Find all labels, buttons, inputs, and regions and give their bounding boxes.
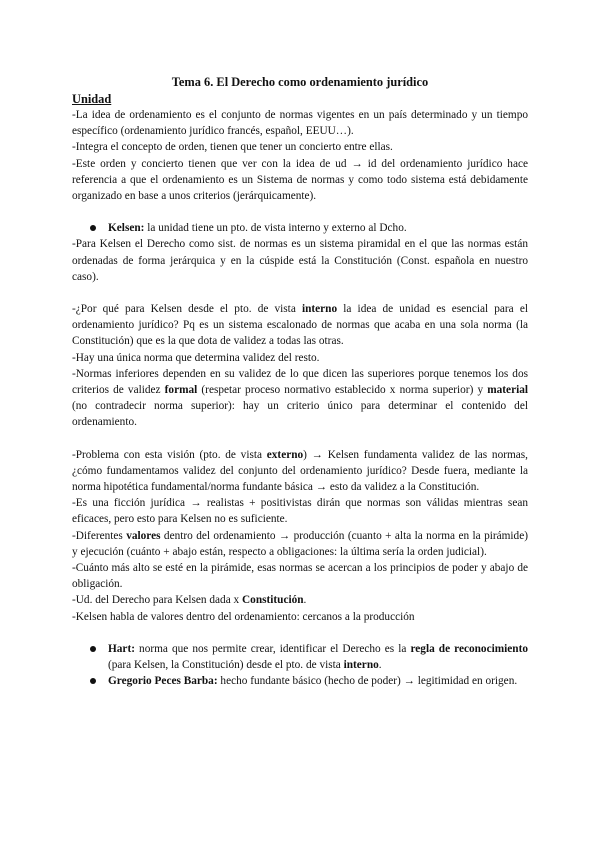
paragraph-10: -Diferentes valores dentro del ordenamiento → producción (cuanto + alta la norma en la pirámide) y ejecución (cuánto + abajo están, respecto a obligaciones: la última sería la orden judicial).	[72, 529, 528, 558]
document-title: Tema 6. El Derecho como ordenamiento jurídico	[171, 75, 429, 89]
bullet-icon	[90, 678, 96, 684]
paragraph-5: -¿Por qué para Kelsen desde el pto. de vista interno la idea de unidad es esencial para el ordenamiento jurídico? Pq es un sistema escalonado de normas que acaba en una sola norma (la Constitución) que es la que dota de validez a todas las otras.	[72, 303, 528, 348]
paragraph-13: -Kelsen habla de valores dentro del ordenamiento: cercanos a la producción	[72, 610, 415, 623]
bullet-icon	[90, 225, 96, 231]
paragraph-12: -Ud. del Derecho para Kelsen dada x Constitución.	[72, 594, 307, 607]
paragraph-11: -Cuánto más alto se esté en la pirámide, esas normas se acercan a los principios de poder y abajo de obligación.	[72, 562, 528, 591]
paragraph-3: -Este orden y concierto tienen que ver con la idea de ud → id del ordenamiento jurídico hace referencia a que el ordenamiento es un Sistema de normas y como todo sistema está debidamente organizado en base a unos criterios (jerárquicamente).	[72, 157, 528, 203]
bullet-item-hart: Hart: norma que nos permite crear, identificar el Derecho es la regla de reconocimiento (para Kelsen, la Constitución) desde el pto. de vista interno.	[72, 641, 528, 673]
bullet-kelsen-label: Kelsen:	[108, 222, 145, 235]
section-heading-unidad: Unidad	[72, 92, 112, 106]
bullet-kelsen-text: la unidad tiene un pto. de vista interno y externo al Dcho.	[144, 222, 407, 235]
paragraph-6: -Hay una única norma que determina validez del resto.	[72, 351, 320, 364]
paragraph-1: -La idea de ordenamiento es el conjunto de normas vigentes en un país determinado y un tiempo específico (ordenamiento jurídico francés, español, EEUU…).	[72, 109, 528, 138]
bullet-item-kelsen	[72, 220, 528, 236]
paragraph-4: -Para Kelsen el Derecho como sist. de normas es un sistema piramidal en el que las normas están ordenadas de forma jerárquica y en la cúspide está la Constitución (Const. española en nuestro caso).	[72, 238, 528, 283]
bullet-list-kelsen	[72, 220, 528, 236]
paragraph-7: -Normas inferiores dependen en su validez de lo que dicen las superiores porque tenemos los dos criterios de validez formal (respetar proceso normativo establecido x norma superior) y material (no contradecir norma superior): hay un criterio único para determinar el contenido del ordenamiento.	[72, 367, 529, 429]
paragraph-8: -Problema con esta visión (pto. de vista externo) → Kelsen fundamenta validez de las normas, ¿cómo fundamentamos validez del conjunto del ordenamiento jurídico? Desde fuera, mediante la norma hipotética fundamental/norma fundante básica → esto da validez a la Constitución.	[72, 448, 529, 494]
paragraph-2: -Integra el concepto de orden, tienen que tener un concierto entre ellas.	[72, 141, 393, 154]
bullet-list-authors	[72, 641, 528, 690]
bullet-item-peces-barba: Gregorio Peces Barba: hecho fundante básico (hecho de poder) → legitimidad en origen.	[72, 673, 528, 689]
paragraph-9: -Es una ficción jurídica → realistas + positivistas dirán que normas son válidas mientras sean eficaces, pero esto para Kelsen no es suficiente.	[72, 497, 528, 526]
bullet-icon	[90, 646, 96, 652]
